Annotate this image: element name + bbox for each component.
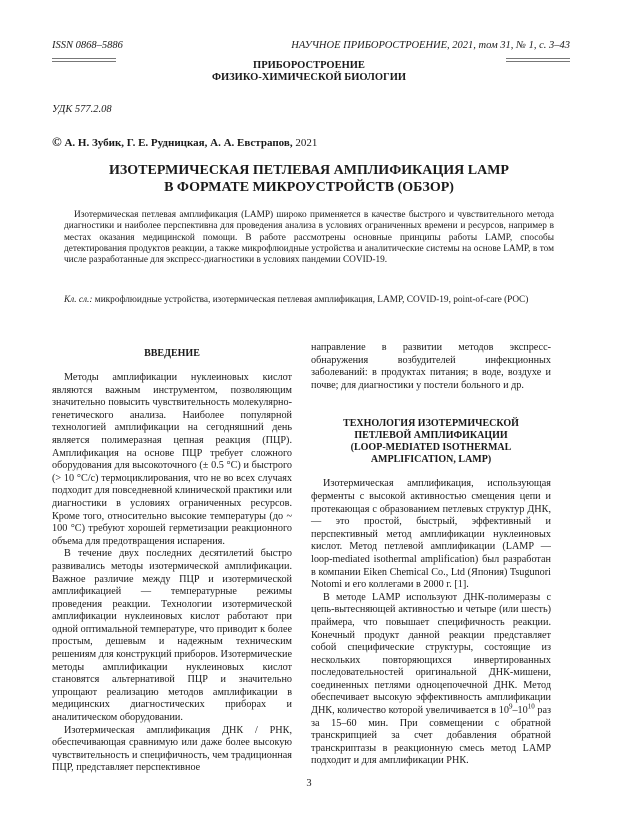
author-names: А. Н. Зубик, Г. Е. Рудницкая, А. А. Евстрапов, [64, 137, 293, 149]
section-title-line-1: ПРИБОРОСТРОЕНИЕ [253, 60, 365, 71]
right-column [311, 342, 551, 768]
authors-line [52, 134, 317, 150]
heading-lamp-line-1: ТЕХНОЛОГИЯ ИЗОТЕРМИЧЕСКОЙ [343, 418, 519, 430]
page-number: 3 [306, 778, 312, 789]
abstract: Изотермическая петлевая амплификация (LAMP) широко применяется в качестве быстрого и чувствительного метода диагностики и наиболее перспективна для проведения анализа в условиях ограниченных времени и ресурсов, например в местах оказания медицинской помощи. В работе рассмотрены основные принципы работы LAMP, способы детектирования продуктов реакции, а также микрофлюидные устройства и аналитические системы на основе LAMP, в том числе разработанные для экспресс-диагностики в условиях пандемии COVID-19. [64, 210, 554, 266]
intro-paragraph-2: В течение двух последних десятилетий быстро развивались методы изотермической амплификации. Важное различие между ПЦР и изотермической амплификацией — температурные режимы проведения реакции. Технологии изотермической амплификации нуклеиновых кислот работают при одной оптимальной температуре, что приводит к более простым, дешевым и надежным техническим решениям для конструкций приборов. Изотермические методы амплификации нуклеиновых кислот становятся альтернативой ПЦР и значительно упрощают реализацию методов амплификации в медицинских диагностических приборах и аналитическом оборудовании. [52, 548, 292, 724]
keywords [64, 295, 554, 306]
heading-introduction: ВВЕДЕНИЕ [144, 348, 200, 359]
section-title [0, 60, 618, 84]
exponent-9: 9 [508, 702, 513, 711]
lamp-p2-part-c: раз за 15–60 мин. При совмещении с обратной транскрипцией за счет добавления обратной транскриптазы в реакционную смесь метод LAMP подходит и для амплификации РНК. [311, 705, 552, 767]
paper-title [0, 162, 618, 196]
left-column [52, 342, 292, 775]
intro-continuation: направление в развитии методов экспресс-обнаружения возбудителей инфекционных заболеваний: в продуктах питания; в воде, воздухе и почве; для диагностики у постели больного и др. [311, 342, 551, 391]
heading-lamp-line-4: AMPLIFICATION, LAMP) [370, 454, 492, 466]
heading-lamp-technology [311, 418, 551, 466]
keywords-text: микрофлюидные устройства, изотермическая петлевая амплификация, LAMP, COVID-19, point-of-care (POC) [92, 295, 529, 305]
copyright-icon: © [52, 134, 62, 149]
journal-citation: НАУЧНОЕ ПРИБОРОСТРОЕНИЕ, 2021, том 31, № 1, с. 3–43 [291, 40, 570, 51]
heading-lamp-line-3: (LOOP-MEDIATED ISOTHERMAL [350, 442, 512, 454]
paper-title-line-2: В ФОРМАТЕ МИКРОУСТРОЙСТВ (ОБЗОР) [164, 180, 454, 195]
paper-title-line-1: ИЗОТЕРМИЧЕСКАЯ ПЕТЛЕВАЯ АМПЛИФИКАЦИЯ LAMP [109, 163, 509, 178]
lamp-p2-part-a: В методе LAMP используют ДНК-полимеразы с цепь-вытесняющей активностью и четыре (или шесть) праймера, что повышает специфичность реакции. Конечный продукт данной реакции представляет собой специфические структуры, состоящие из нескольких повторяющихся инвертированных последовательностей оригинальной ДНК-мишени, соединенных петлями одноцепочечной ДНК. Метод обеспечивает высокую эффективность амплификации ДНК, количество которой увеличивается в 10 [311, 591, 551, 717]
copyright-year: 2021 [295, 137, 318, 149]
issn: ISSN 0868–5886 [52, 40, 123, 51]
keywords-label: Кл. сл.: [64, 295, 93, 305]
lamp-paragraph-1: Изотермическая амплификация, использующая ферменты с высокой активностью смещения цепи и протекающая с образованием петлевых структур ДНК, — это простой, быстрый, эффективный и перспективный метод амплификации нуклеиновых кислот. Метод петлевой амплификации (LAMP — loop-mediated isothermal amplification) был разработан в компании Eiken Chemical Co., Ltd (Япония) Tsugunori Notomi и его коллегами в 2000 г. [1]. [311, 478, 551, 591]
lamp-p2-part-b: –10 [512, 705, 528, 717]
exponent-10: 10 [527, 702, 535, 711]
lamp-paragraph-2 [311, 592, 551, 768]
section-title-line-2: ФИЗИКО-ХИМИЧЕСКОЙ БИОЛОГИИ [211, 72, 407, 83]
intro-paragraph-3: Изотермическая амплификация ДНК / РНК, обеспечивающая сравнимую или даже более высокую чувствительность и специфичность, чем традиционная ПЦР, представляет перспективное [52, 724, 292, 774]
intro-paragraph-1: Методы амплификации нуклеиновых кислот являются важным инструментом, позволяющим значительно повысить чувствительность молекулярно-генетического анализа. Наиболее популярной технологией амплификации на сегодняшний день является полимеразная цепная реакция (ПЦР). Амплификация на основе ПЦР требует сложного оборудования для высокоточного (± 0.5 °С) и быстрого (> 10 °С/с) термоциклирования, что не во всех случаях подходит для повседневной клинической практики или диагностики в условиях ограниченных ресурсов. Кроме того, относительно высокие температуры (до ~ 100 °С) требуют хорошей герметизации реакционного объема для предотвращения испарения. [52, 372, 292, 547]
udk-code: УДК 577.2.08 [52, 104, 112, 115]
heading-lamp-line-2: ПЕТЛЕВОЙ АМПЛИФИКАЦИИ [354, 430, 508, 442]
